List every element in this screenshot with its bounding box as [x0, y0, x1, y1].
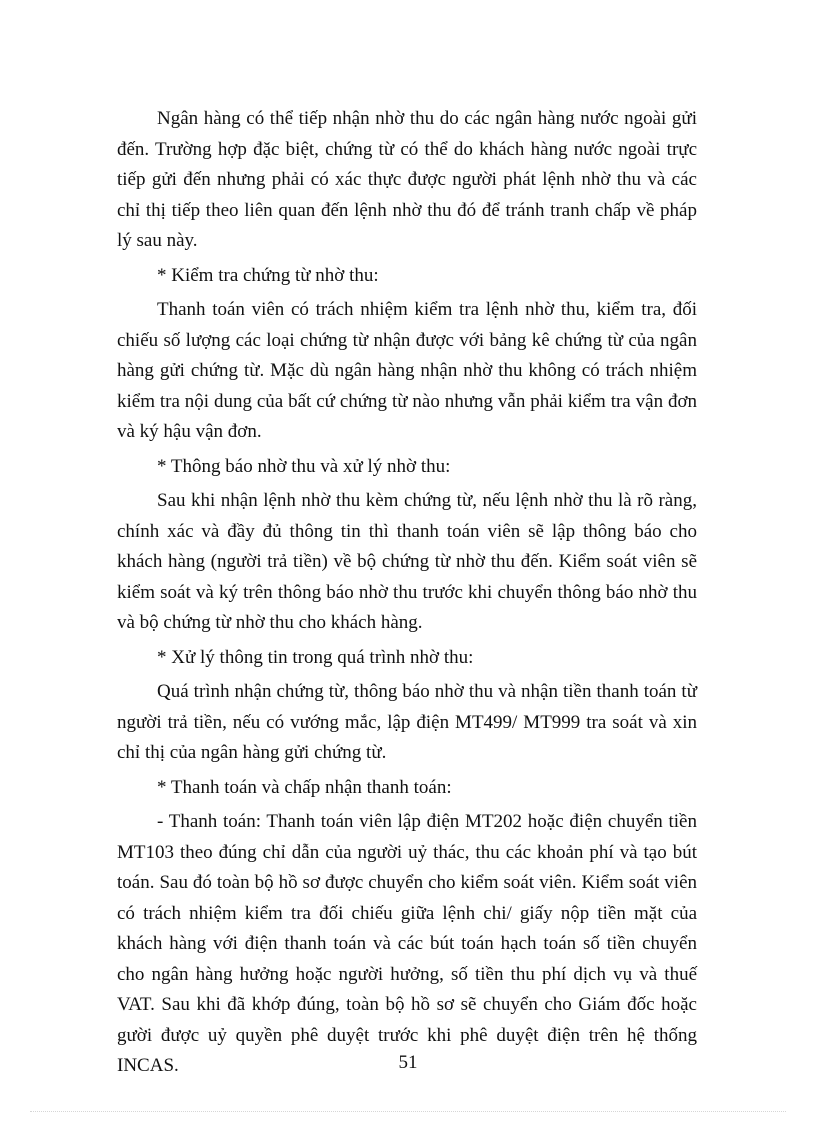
- body-text: [117, 104, 697, 1086]
- paragraph-processing: Quá trình nhận chứng từ, thông báo nhờ thu và nhận tiền thanh toán từ người trả tiền, nếu có vướng mắc, lập điện MT499/ MT999 tra soát và xin chỉ thị của ngân hàng gửi chứng từ.: [117, 681, 697, 763]
- heading-notification: * Thông báo nhờ thu và xử lý nhờ thu:: [157, 455, 451, 477]
- paragraph-check-documents: Thanh toán viên có trách nhiệm kiểm tra lệnh nhờ thu, kiểm tra, đối chiếu số lượng các loại chứng từ nhận được với bảng kê chứng từ của ngân hàng gửi chứng từ. Mặc dù ngân hàng nhận nhờ thu không có trách nhiệm kiểm tra nội dung của bất cứ chứng từ nào nhưng vẫn phải kiểm tra vận đơn và ký hậu vận đơn.: [117, 299, 697, 442]
- paragraph-notification: Sau khi nhận lệnh nhờ thu kèm chứng từ, nếu lệnh nhờ thu là rõ ràng, chính xác và đầy đủ thông tin thì thanh toán viên sẽ lập thông báo cho khách hàng (người trả tiền) về bộ chứng từ nhờ thu đến. Kiểm soát viên sẽ kiểm soát và ký trên thông báo nhờ thu trước khi chuyển thông báo nhờ thu và bộ chứng từ nhờ thu cho khách hàng.: [117, 490, 697, 633]
- paragraph-intro: Ngân hàng có thể tiếp nhận nhờ thu do các ngân hàng nước ngoài gửi đến. Trường hợp đặc biệt, chứng từ có thể do khách hàng nước ngoài trực tiếp gửi đến nhưng phải có xác thực được người phát lệnh nhờ thu và các chỉ thị tiếp theo liên quan đến lệnh nhờ thu đó để tránh tranh chấp về pháp lý sau này.: [117, 108, 697, 251]
- heading-processing: * Xử lý thông tin trong quá trình nhờ thu:: [157, 646, 474, 668]
- page-number: 51: [398, 1052, 418, 1073]
- paragraph-payment: - Thanh toán: Thanh toán viên lập điện MT202 hoặc điện chuyển tiền MT103 theo đúng chỉ dẫn của người uỷ thác, thu các khoản phí và tạo bút toán. Sau đó toàn bộ hồ sơ được chuyển cho kiểm soát viên. Kiểm soát viên có trách nhiệm kiểm tra đối chiếu giữa lệnh chi/ giấy nộp tiền mặt của khách hàng với điện thanh toán và các bút toán hạch toán số tiền chuyển cho ngân hàng hưởng hoặc người hưởng, số tiền thu phí dịch vụ và thuế VAT. Sau khi đã khớp đúng, toàn bộ hồ sơ sẽ chuyển cho Giám đốc hoặc gười được uỷ quyền phê duyệt trước khi phê duyệt điện trên hệ thống INCAS.: [117, 811, 697, 1076]
- page-bottom-divider: [30, 1111, 786, 1112]
- heading-payment: * Thanh toán và chấp nhận thanh toán:: [157, 776, 452, 798]
- heading-check-documents: * Kiểm tra chứng từ nhờ thu:: [157, 264, 379, 286]
